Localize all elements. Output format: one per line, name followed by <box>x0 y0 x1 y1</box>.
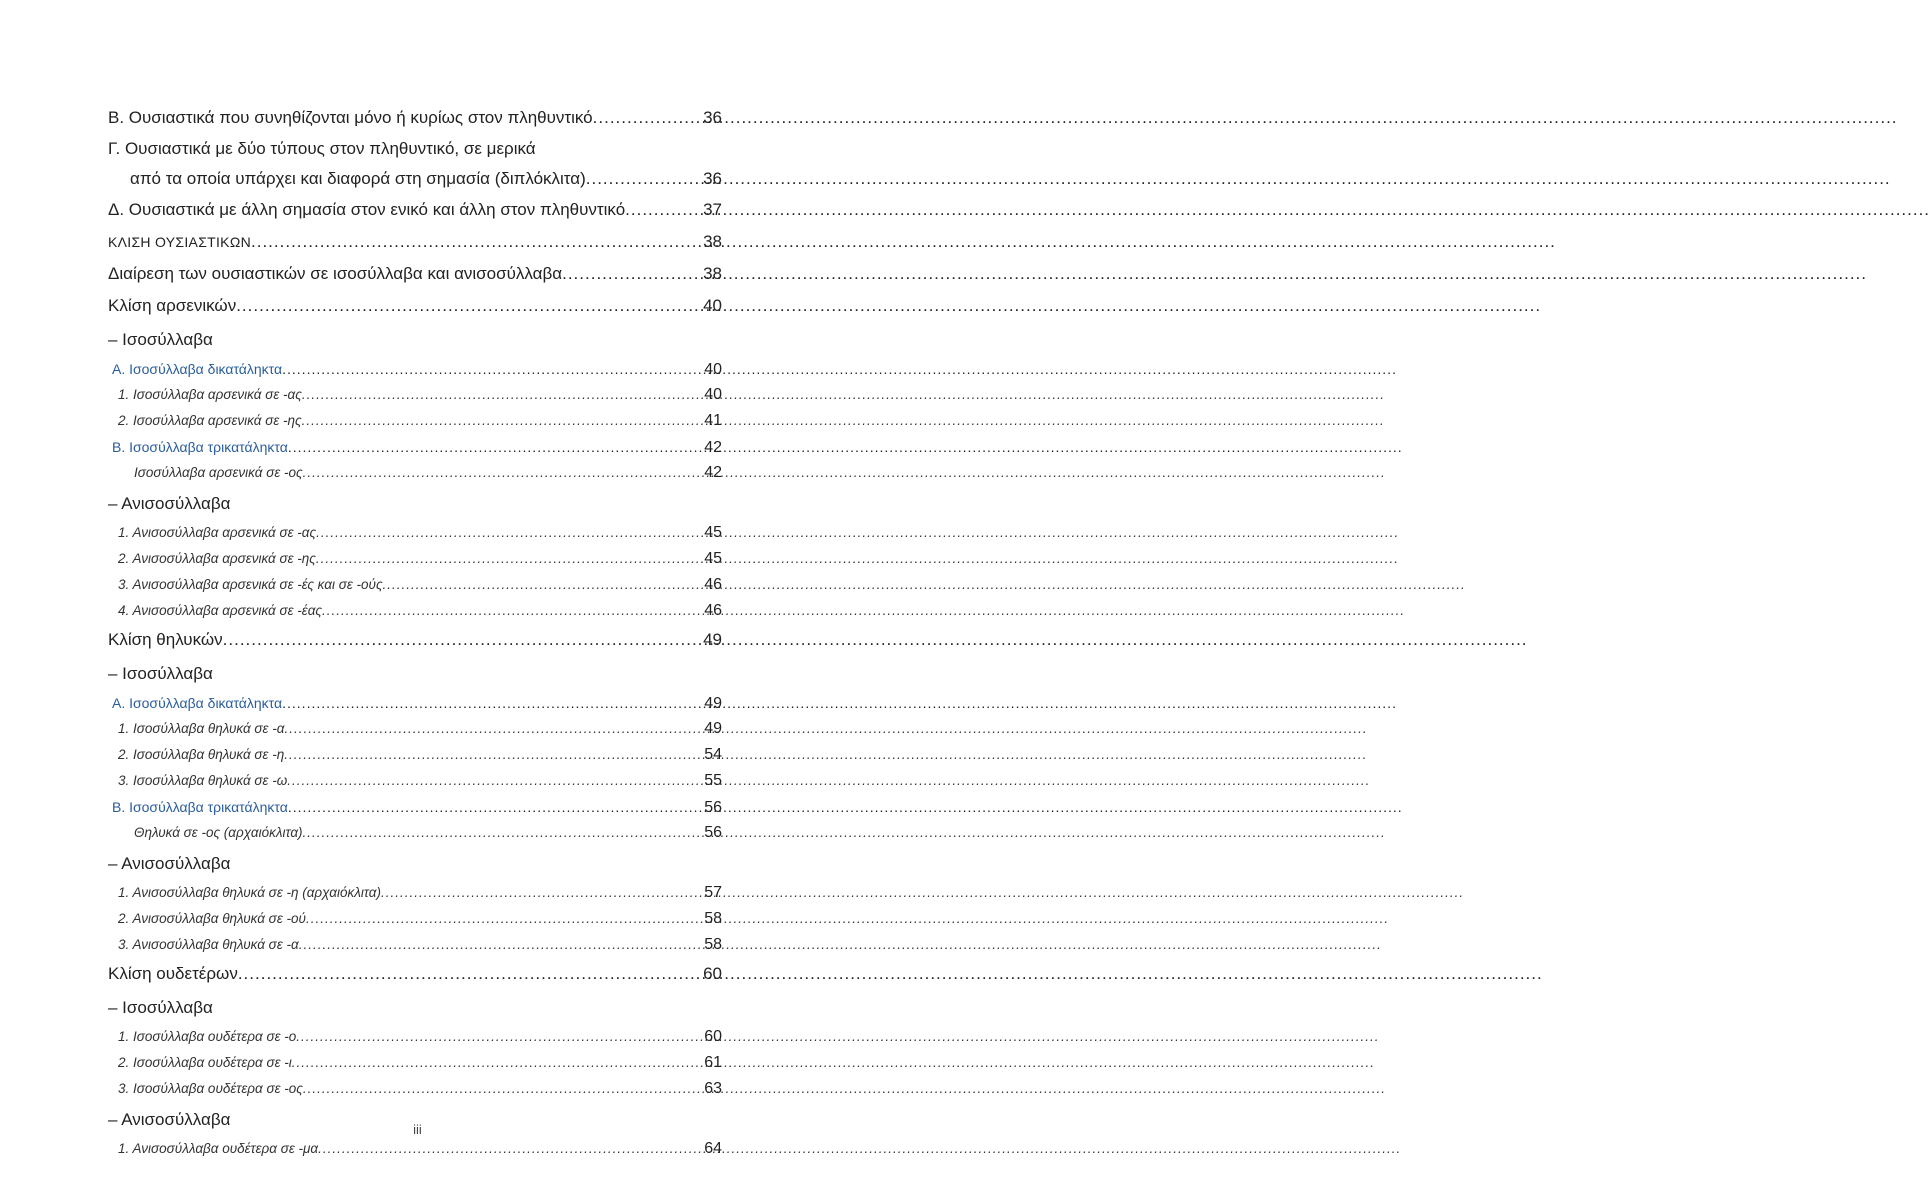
toc-entry <box>108 102 722 134</box>
toc-leader-dots <box>303 820 703 846</box>
toc-page-number: 49 <box>703 630 722 649</box>
toc-entry-label: Κλίση αρσενικών <box>108 296 237 315</box>
toc-page-number: 37 <box>703 200 722 219</box>
toc-leader-dots <box>322 598 702 624</box>
toc-leader-dots <box>287 768 702 794</box>
toc-page-number: 40 <box>704 361 722 378</box>
toc-entry-label: 1. Ανισοσύλλαβα αρσενικά σε -ας <box>118 525 317 540</box>
toc-entry <box>108 906 722 932</box>
toc-entry-label: 3. Ισοσύλλαβα θηλυκά σε -ω <box>118 773 288 788</box>
toc-leader-dots <box>316 520 702 546</box>
toc-leader-dots <box>282 690 702 716</box>
toc-entry <box>108 290 722 322</box>
toc-entry <box>108 408 722 434</box>
toc-entry <box>108 742 722 768</box>
toc-entry-label: 1. Ισοσύλλαβα ουδέτερα σε -ο <box>118 1029 297 1044</box>
toc-entry <box>108 1076 722 1102</box>
toc-page-number: 40 <box>704 386 722 403</box>
toc-entry-label: Β. Ουσιαστικά που συνηθίζονται μόνο ή κυρίως στον πληθυντικό <box>108 108 593 127</box>
toc-entry <box>108 434 722 460</box>
toc-page-number: 56 <box>704 824 722 841</box>
toc-page-number: 46 <box>704 576 722 593</box>
toc-entry <box>108 258 722 290</box>
toc-leader-dots <box>284 742 702 768</box>
toc-entry-label: Δ. Ουσιαστικά με άλλη σημασία στον ενικό και άλλη στον πληθυντικό <box>108 200 626 219</box>
toc-page-number: 60 <box>704 1028 722 1045</box>
toc-entry <box>108 958 722 990</box>
page-number: iii <box>413 1122 422 1137</box>
toc-entry <box>108 164 722 194</box>
toc-entry <box>108 932 722 958</box>
toc-leader-dots <box>381 880 702 906</box>
toc-entry <box>108 880 722 906</box>
toc-page-number: 45 <box>704 550 722 567</box>
toc-entry-label: ΚΛΙΣΗ ΟΥΣΙΑΣΤΙΚΩΝ <box>108 234 252 250</box>
toc-leader-dots <box>282 356 702 382</box>
toc-entry <box>108 768 722 794</box>
toc-leader-dots <box>306 906 702 932</box>
toc-page-number: 57 <box>704 884 722 901</box>
toc-section-heading: – Ισοσύλλαβα <box>108 664 213 683</box>
toc-entry-label: 2. Ισοσύλλαβα θηλυκά σε -η <box>118 747 285 762</box>
toc-page-number: 38 <box>703 264 722 283</box>
toc-page-number: 40 <box>703 296 722 315</box>
toc-page-number: 49 <box>704 720 722 737</box>
toc-page-number: 63 <box>704 1080 722 1097</box>
toc-leader-dots <box>296 1024 702 1050</box>
toc-leader-dots <box>288 794 702 820</box>
toc-section-heading: – Ανισοσύλλαβα <box>108 854 231 873</box>
toc-entry-label: Α. Ισοσύλλαβα δικατάληκτα <box>112 361 283 377</box>
toc-entry-label: 1. Ισοσύλλαβα αρσενικά σε -ας <box>118 387 302 402</box>
toc-entry-label: 3. Ανισοσύλλαβα θηλυκά σε -α <box>118 937 299 952</box>
toc-page-number: 42 <box>704 439 722 456</box>
toc-leader-dots <box>316 546 702 572</box>
toc-entry-label: 3. Ισοσύλλαβα ουδέτερα σε -ος <box>118 1081 303 1096</box>
toc-section-heading: – Ανισοσύλλαβα <box>108 1110 231 1129</box>
toc-entry-label: 1. Ισοσύλλαβα θηλυκά σε -α <box>118 721 285 736</box>
toc-entry-label: 2. Ανισοσύλλαβα θηλυκά σε -ού <box>118 911 306 926</box>
toc-entry-label: Α. Ισοσύλλαβα δικατάληκτα <box>112 695 283 711</box>
toc-page-number: 45 <box>704 524 722 541</box>
toc-page-number: 60 <box>703 964 722 983</box>
toc-leader-dots <box>238 958 701 990</box>
toc-entry <box>108 520 722 546</box>
toc-page-number: 36 <box>703 169 722 188</box>
toc-entry <box>108 1050 722 1076</box>
toc-entry-label: Κλίση ουδετέρων <box>108 964 238 983</box>
toc-leader-dots <box>593 102 701 134</box>
toc-leader-dots <box>299 932 703 958</box>
toc-entry <box>108 1024 722 1050</box>
toc-page-number: 58 <box>704 910 722 927</box>
toc-leader-dots <box>223 624 701 656</box>
toc-entry-label: Θηλυκά σε -ος (αρχαιόκλιτα) <box>134 825 303 840</box>
toc-entry <box>108 624 722 656</box>
toc-entry-label: Κλίση θηλυκών <box>108 630 223 649</box>
toc-page-number: 58 <box>704 936 722 953</box>
toc-page-number: 46 <box>704 602 722 619</box>
toc-leader-dots <box>383 572 703 598</box>
toc-leader-dots <box>303 460 703 486</box>
toc-page-number: 49 <box>704 695 722 712</box>
toc-page-number: 61 <box>704 1054 722 1071</box>
toc-entry-label: 1. Ανισοσύλλαβα ουδέτερα σε -μα <box>118 1141 319 1156</box>
toc-leader-dots <box>625 194 701 226</box>
toc-leader-dots <box>303 1076 702 1102</box>
toc-entry <box>108 356 722 382</box>
toc-leader-dots <box>302 408 703 434</box>
toc-page-number: 42 <box>704 464 722 481</box>
toc-entry <box>108 794 722 820</box>
toc-leader-dots <box>586 164 701 194</box>
toc-entry <box>108 226 722 258</box>
toc-entry-label: από τα οποία υπάρχει και διαφορά στη σημασία (διπλόκλιτα) <box>130 169 586 188</box>
toc-page-number: 36 <box>703 108 722 127</box>
toc-leader-dots <box>284 716 702 742</box>
toc-entry <box>108 598 722 624</box>
toc-entry-label: 3. Ανισοσύλλαβα αρσενικά σε -ές και σε -ούς <box>118 577 383 592</box>
toc-leader-dots <box>302 382 702 408</box>
toc-leader-dots <box>318 1136 702 1162</box>
toc-page-number: 54 <box>704 746 722 763</box>
toc-leader-dots <box>292 1050 702 1076</box>
toc-entry-label: 2. Ισοσύλλαβα ουδέτερα σε -ι <box>118 1055 292 1070</box>
toc-entry-label: Διαίρεση των ουσιαστικών σε ισοσύλλαβα και ανισοσύλλαβα <box>108 264 563 283</box>
toc-entry-label: 4. Ανισοσύλλαβα αρσενικά σε -έας <box>118 603 322 618</box>
toc-entry-label: 2. Ισοσύλλαβα αρσενικά σε -ης <box>118 413 302 428</box>
toc-page-number: 38 <box>703 232 722 251</box>
toc-entry-label: 1. Ανισοσύλλαβα θηλυκά σε -η (αρχαιόκλιτα) <box>118 885 381 900</box>
toc-entry <box>108 820 722 846</box>
toc-entry-label: Β. Ισοσύλλαβα τρικατάληκτα <box>112 439 288 455</box>
toc-entry <box>108 382 722 408</box>
toc-page-number: 56 <box>704 799 722 816</box>
toc-entry <box>108 546 722 572</box>
toc-leader-dots <box>236 290 701 322</box>
toc-entry <box>108 460 722 486</box>
table-of-contents <box>108 102 722 1162</box>
toc-entry <box>108 716 722 742</box>
toc-entry-label: Β. Ισοσύλλαβα τρικατάληκτα <box>112 799 288 815</box>
toc-entry <box>108 572 722 598</box>
toc-section-heading: – Ισοσύλλαβα <box>108 330 213 349</box>
toc-entry-line: Γ. Ουσιαστικά με δύο τύπους στον πληθυντικό, σε μερικά <box>108 139 536 158</box>
toc-entry <box>108 1136 722 1162</box>
toc-entry-label: Ισοσύλλαβα αρσενικά σε -ος <box>134 465 303 480</box>
toc-section-heading: – Ισοσύλλαβα <box>108 998 213 1017</box>
toc-entry-label: 2. Ανισοσύλλαβα αρσενικά σε -ης <box>118 551 316 566</box>
toc-page-number: 41 <box>704 412 722 429</box>
toc-page-number: 55 <box>704 772 722 789</box>
toc-entry <box>108 194 722 226</box>
toc-section-heading: – Ανισοσύλλαβα <box>108 494 231 513</box>
toc-page-number: 64 <box>704 1140 722 1157</box>
toc-leader-dots <box>288 434 702 460</box>
toc-leader-dots <box>251 226 701 258</box>
toc-leader-dots <box>562 258 701 290</box>
toc-entry <box>108 690 722 716</box>
